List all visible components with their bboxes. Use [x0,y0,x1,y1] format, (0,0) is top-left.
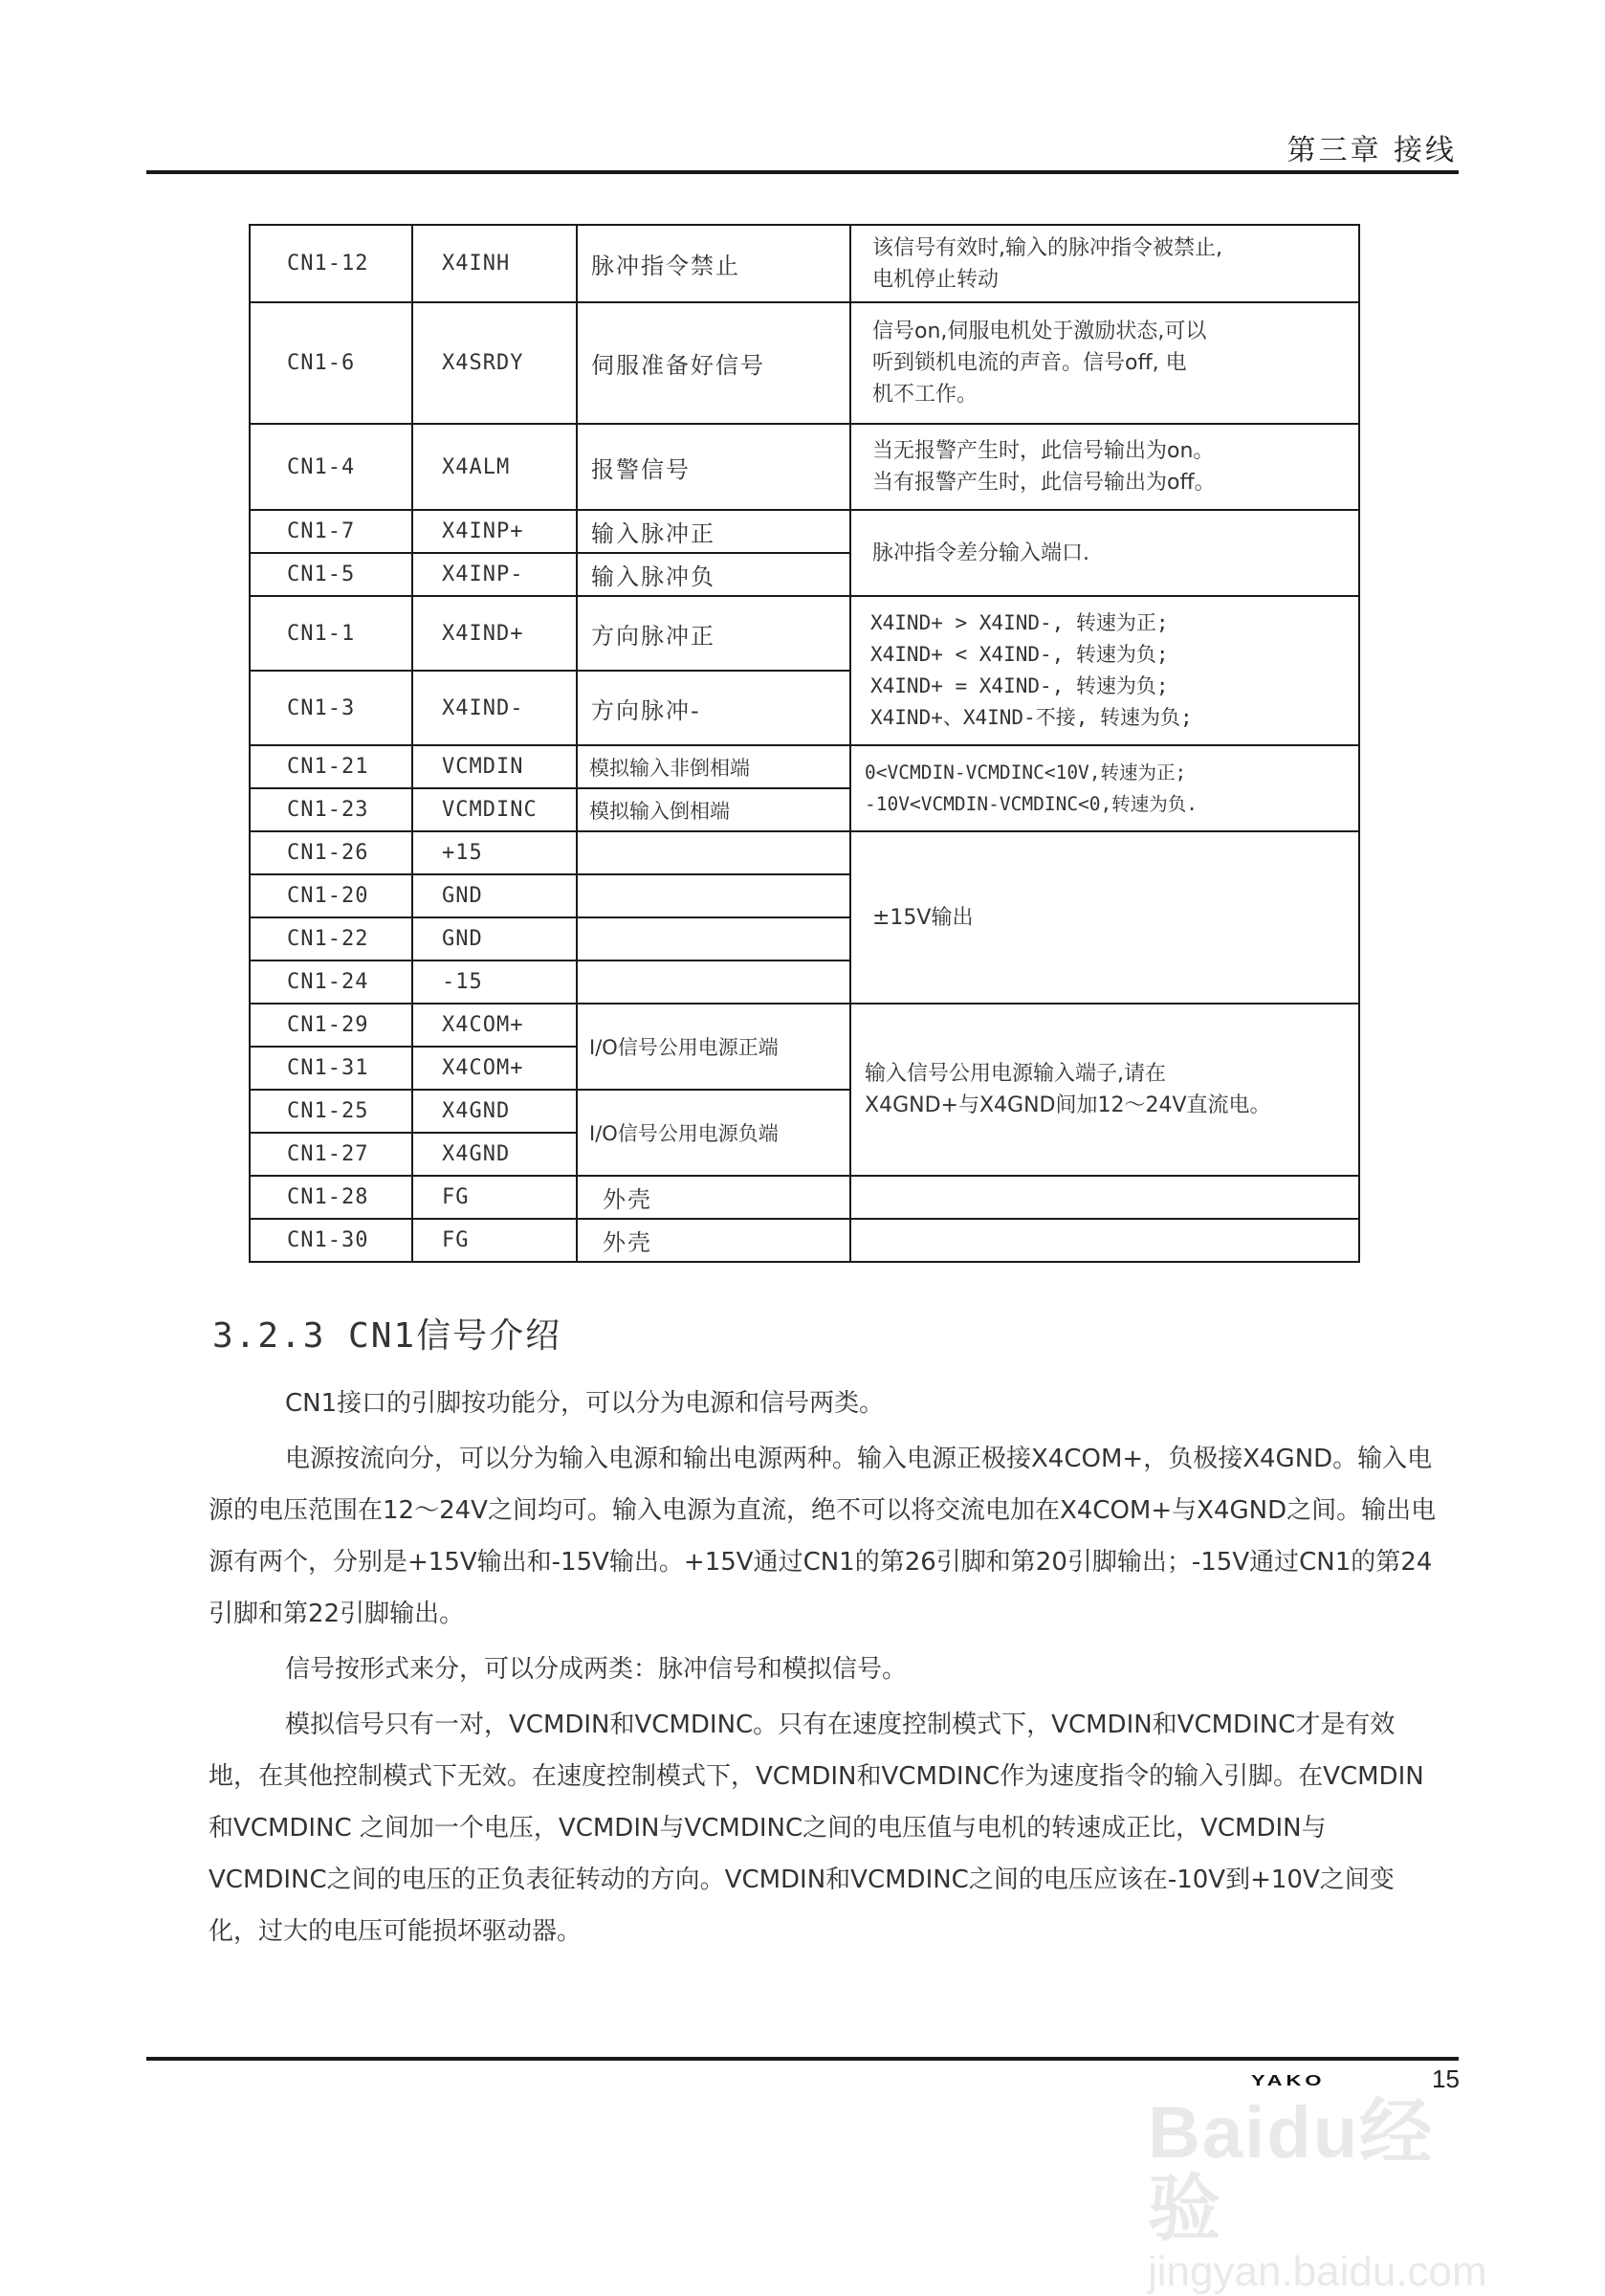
description-cell [850,745,1359,831]
function-cell: 方向脉冲- [577,671,850,745]
table-row [250,510,1359,553]
function-cell: 外壳 [577,1219,850,1262]
description-line: 电机停止转动 [872,267,1000,292]
function-cell [577,917,850,960]
table-row [250,225,1359,302]
function-cell [577,831,850,874]
description-line: ±15V输出 [872,905,974,930]
pin-cell: CN1-30 [250,1219,412,1262]
pin-cell: CN1-24 [250,960,412,1004]
signal-cell: -15 [412,960,577,1004]
cn1-pin-table [249,224,1360,1263]
function-cell: 模拟输入非倒相端 [577,745,850,788]
description-cell [850,302,1359,424]
function-cell: 报警信号 [577,424,850,510]
chapter-title: 第三章 接线 [1286,134,1457,167]
table-row [250,1176,1359,1219]
paragraph: CN1接口的引脚按功能分，可以分为电源和信号两类。 [285,1389,885,1418]
description-cell [850,1004,1359,1176]
function-cell: 输入脉冲正 [577,510,850,553]
description-line: 该信号有效时,输入的脉冲指令被禁止, [872,235,1222,260]
footer-rule [146,2057,1459,2061]
signal-cell: +15 [412,831,577,874]
pin-cell: CN1-28 [250,1176,412,1219]
description-line: 听到锁机电流的声音。信号off, 电 [872,351,1187,375]
signal-cell: X4COM+ [412,1004,577,1047]
header-rule [146,170,1459,174]
description-cell [850,225,1359,302]
pin-cell: CN1-5 [250,553,412,596]
signal-cell: X4SRDY [412,302,577,424]
table-row [250,596,1359,671]
page-number: 15 [1432,2064,1460,2093]
description-line: 当有报警产生时，此信号输出为off。 [872,471,1216,495]
function-cell: 方向脉冲正 [577,596,850,671]
pin-cell: CN1-22 [250,917,412,960]
description-cell [850,1176,1359,1219]
description-line: -10V<VCMDIN-VCMDINC<0,转速为负. [865,793,1198,815]
table-row [250,302,1359,424]
pin-cell: CN1-3 [250,671,412,745]
pin-cell: CN1-21 [250,745,412,788]
section-body [209,1378,1442,1961]
table-row [250,1004,1359,1047]
description-cell [850,424,1359,510]
description-line: 信号on,伺服电机处于激励状态,可以 [872,320,1207,343]
section-title-text: 信号介绍 [416,1316,562,1356]
signal-cell: X4IND+ [412,596,577,671]
pin-cell: CN1-29 [250,1004,412,1047]
description-cell [850,596,1359,745]
table-row [250,745,1359,788]
function-cell: 伺服准备好信号 [577,302,850,424]
pin-cell: CN1-23 [250,788,412,831]
table-row [250,1219,1359,1262]
signal-cell: X4IND- [412,671,577,745]
signal-cell: X4COM+ [412,1047,577,1090]
pin-cell: CN1-27 [250,1133,412,1176]
description-cell [850,831,1359,1004]
pin-cell: CN1-25 [250,1090,412,1133]
description-cell [850,510,1359,596]
description-cell [850,1219,1359,1262]
table-row [250,424,1359,510]
function-cell: I/O信号公用电源负端 [577,1090,850,1176]
description-line: 0<VCMDIN-VCMDINC<10V,转速为正; [865,762,1187,784]
signal-cell: FG [412,1176,577,1219]
function-cell [577,874,850,917]
paragraph: 信号按形式来分，可以分成两类：脉冲信号和模拟信号。 [285,1655,908,1684]
section-number: 3.2.3 CN1 [212,1316,417,1356]
description-line: X4IND+ > X4IND-, 转速为正; [870,611,1169,634]
description-line: X4IND+ = X4IND-, 转速为负; [870,674,1169,697]
function-cell: 脉冲指令禁止 [577,225,850,302]
signal-cell: X4GND [412,1133,577,1176]
pin-cell: CN1-20 [250,874,412,917]
table-row [250,831,1359,874]
section-heading [212,1309,561,1358]
description-line: 当无报警产生时，此信号输出为on。 [872,439,1215,463]
watermark-url: jingyan.baidu.com [1148,2248,1487,2295]
function-cell: 模拟输入倒相端 [577,788,850,831]
signal-cell: X4INP- [412,553,577,596]
signal-cell: VCMDINC [412,788,577,831]
description-line: 脉冲指令差分输入端口. [872,541,1089,565]
pin-cell: CN1-1 [250,596,412,671]
paragraph: 电源按流向分，可以分为输入电源和输出电源两种。输入电源正极接X4COM+，负极接X4GND。输入电源的电压范围在12～24V之间均可。输入电源为直流，绝不可以将交流电加在X4COM+与X4GND之间。输出电源有两个，分别是+15V输出和-15V输出。+15V通过CN1的第26引脚和第20引脚输出；-15V通过CN1的第24引脚和第22引脚输出。 [209,1445,1437,1628]
brand-logo: YAKO [1251,2071,1326,2089]
function-cell: 外壳 [577,1176,850,1219]
signal-cell: X4INP+ [412,510,577,553]
description-line: 输入信号公用电源输入端子,请在 [865,1062,1166,1086]
description-line: X4IND+ < X4IND-, 转速为负; [870,643,1169,666]
signal-cell: GND [412,874,577,917]
pin-cell: CN1-26 [250,831,412,874]
description-line: X4GND+与X4GND间加12～24V直流电。 [865,1093,1271,1117]
signal-cell: GND [412,917,577,960]
watermark [1148,2092,1487,2295]
signal-cell: VCMDIN [412,745,577,788]
signal-cell: X4GND [412,1090,577,1133]
pin-cell: CN1-4 [250,424,412,510]
description-line: X4IND+、X4IND-不接, 转速为负; [870,706,1193,729]
signal-cell: X4ALM [412,424,577,510]
signal-cell: FG [412,1219,577,1262]
pin-cell: CN1-31 [250,1047,412,1090]
signal-cell: X4INH [412,225,577,302]
pin-cell: CN1-6 [250,302,412,424]
watermark-logo: Baidu经验 [1148,2092,1435,2250]
description-line: 机不工作。 [872,383,978,407]
function-cell: I/O信号公用电源正端 [577,1004,850,1090]
function-cell: 输入脉冲负 [577,553,850,596]
paragraph: 模拟信号只有一对，VCMDIN和VCMDINC。只有在速度控制模式下，VCMDIN和VCMDINC才是有效地，在其他控制模式下无效。在速度控制模式下，VCMDIN和VCMDINC作为速度指令的输入引脚。在VCMDIN和VCMDINC 之间加一个电压，VCMDIN与VCMDINC之间的电压值与电机的转速成正比，VCMDIN与VCMDINC之间的电压的正负表征转动的方向。VCMDIN和VCMDINC之间的电压应该在-10V到+10V之间变化，过大的电压可能损坏驱动器。 [209,1711,1424,1946]
pin-cell: CN1-12 [250,225,412,302]
pin-cell: CN1-7 [250,510,412,553]
function-cell [577,960,850,1004]
